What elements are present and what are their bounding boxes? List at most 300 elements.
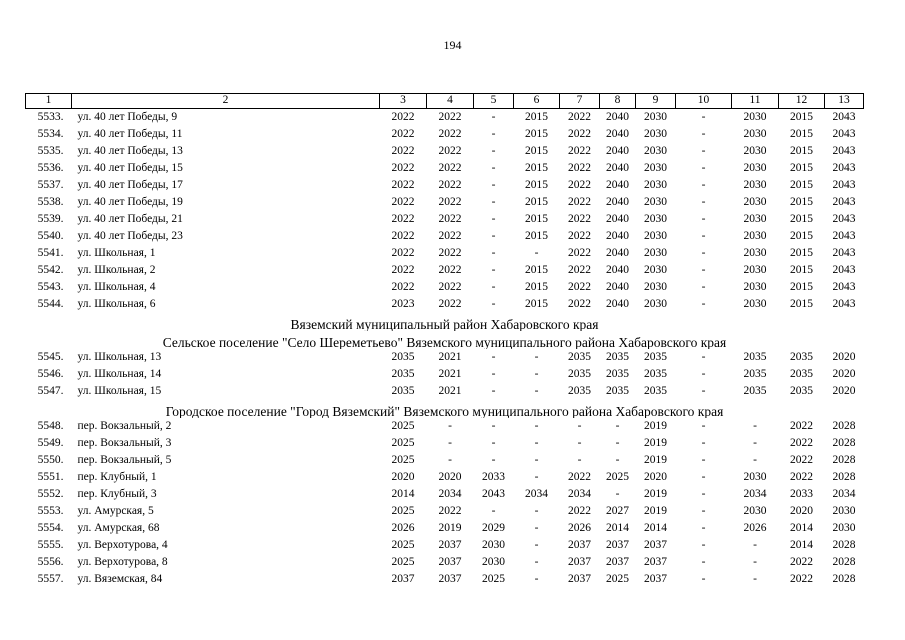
row-number: 5554. <box>37 521 64 534</box>
year-cell: 2015 <box>790 110 813 123</box>
year-cell: 2030 <box>743 127 767 140</box>
year-cell: - <box>701 263 706 276</box>
year-cell: 2037 <box>438 572 462 585</box>
year-cell: 2043 <box>832 144 856 157</box>
header-cell: 6 <box>514 94 560 109</box>
year-cell: 2037 <box>568 538 591 551</box>
year-cell: - <box>753 538 757 551</box>
year-cell: - <box>491 161 496 174</box>
year-cell: 2022 <box>568 161 591 174</box>
year-cell: 2030 <box>644 161 667 174</box>
year-cell: 2037 <box>438 538 462 551</box>
year-cell: 2022 <box>391 127 415 140</box>
table-row <box>26 143 864 160</box>
address-cell: ул. Вяземская, 84 <box>77 572 163 585</box>
year-cell: - <box>448 453 452 466</box>
year-cell: 2035 <box>606 384 629 397</box>
year-cell: - <box>491 195 496 208</box>
year-cell: 2030 <box>644 229 667 242</box>
row-number: 5550. <box>37 453 64 466</box>
year-cell: 2014 <box>606 521 629 534</box>
year-cell: 2022 <box>568 178 591 191</box>
table-row <box>26 452 864 469</box>
table-row <box>26 554 864 571</box>
year-cell: 2034 <box>438 487 462 500</box>
year-cell: 2022 <box>438 246 462 259</box>
year-cell: - <box>534 470 539 483</box>
year-cell: 2030 <box>644 178 667 191</box>
year-cell: 2022 <box>438 195 462 208</box>
table-row <box>26 503 864 520</box>
year-cell: 2037 <box>568 572 591 585</box>
year-cell: 2043 <box>832 178 856 191</box>
header-cell: 12 <box>779 94 825 109</box>
year-cell: 2034 <box>568 487 591 500</box>
year-cell: 2014 <box>790 538 813 551</box>
year-cell: 2035 <box>568 384 591 397</box>
table-row <box>26 262 864 279</box>
row-number: 5547. <box>37 384 64 397</box>
year-cell: - <box>701 161 706 174</box>
year-cell: 2028 <box>832 538 856 551</box>
year-cell: 2022 <box>438 110 462 123</box>
year-cell: 2040 <box>606 110 629 123</box>
year-cell: - <box>701 504 706 517</box>
address-cell: ул. Школьная, 13 <box>77 350 162 363</box>
year-cell: 2022 <box>790 436 813 449</box>
year-cell: 2030 <box>743 195 767 208</box>
year-cell: 2022 <box>568 246 591 259</box>
year-cell: - <box>448 436 452 449</box>
year-cell: 2030 <box>743 161 767 174</box>
year-cell: - <box>491 212 496 225</box>
year-cell: 2030 <box>644 212 667 225</box>
year-cell: 2015 <box>525 178 548 191</box>
row-number: 5537. <box>37 178 64 191</box>
year-cell: 2022 <box>568 280 591 293</box>
year-cell: 2040 <box>606 127 629 140</box>
year-cell: 2015 <box>790 127 813 140</box>
year-cell: 2021 <box>438 350 462 363</box>
year-cell: 2037 <box>644 572 667 585</box>
section-heading: Вяземский муниципальный район Хабаровского края <box>290 316 599 331</box>
year-cell: 2015 <box>525 195 548 208</box>
year-cell: - <box>491 263 496 276</box>
year-cell: 2030 <box>743 229 767 242</box>
year-cell: 2034 <box>525 487 548 500</box>
year-cell: 2030 <box>644 127 667 140</box>
year-cell: - <box>701 195 706 208</box>
table-row <box>26 418 864 435</box>
year-cell: 2028 <box>832 555 856 568</box>
year-cell: 2015 <box>790 246 813 259</box>
year-cell: 2019 <box>644 419 667 432</box>
address-cell: ул. 40 лет Победы, 17 <box>77 178 183 191</box>
year-cell: 2037 <box>568 555 591 568</box>
year-cell: 2035 <box>606 350 629 363</box>
year-cell: 2028 <box>832 419 856 432</box>
year-cell: 2030 <box>743 212 767 225</box>
year-cell: 2022 <box>790 453 813 466</box>
year-cell: 2035 <box>743 367 767 380</box>
table-row <box>26 486 864 503</box>
year-cell: 2033 <box>482 470 505 483</box>
year-cell: 2019 <box>644 436 667 449</box>
year-cell: 2025 <box>391 504 415 517</box>
address-cell: ул. 40 лет Победы, 21 <box>77 212 183 225</box>
year-cell: - <box>534 384 539 397</box>
year-cell: 2014 <box>391 487 415 500</box>
year-cell: 2015 <box>790 263 813 276</box>
year-cell: 2015 <box>790 178 813 191</box>
year-cell: - <box>577 419 582 432</box>
header-cell: 7 <box>560 94 600 109</box>
year-cell: 2025 <box>606 572 629 585</box>
year-cell: - <box>448 419 452 432</box>
year-cell: - <box>491 144 496 157</box>
year-cell: 2025 <box>391 538 415 551</box>
year-cell: 2043 <box>832 212 856 225</box>
year-cell: 2035 <box>790 384 813 397</box>
year-cell: - <box>491 419 496 432</box>
year-cell: - <box>701 555 706 568</box>
year-cell: 2022 <box>438 263 462 276</box>
year-cell: 2022 <box>391 178 415 191</box>
year-cell: 2043 <box>832 297 856 310</box>
year-cell: 2030 <box>644 263 667 276</box>
year-cell: 2022 <box>391 212 415 225</box>
year-cell: 2022 <box>391 195 415 208</box>
year-cell: 2015 <box>525 212 548 225</box>
year-cell: 2030 <box>482 538 505 551</box>
row-number: 5549. <box>37 436 64 449</box>
year-cell: - <box>701 521 706 534</box>
year-cell: 2020 <box>832 384 856 397</box>
row-number: 5542. <box>37 263 64 276</box>
year-cell: - <box>534 350 539 363</box>
year-cell: 2035 <box>606 367 629 380</box>
year-cell: - <box>701 246 706 259</box>
year-cell: - <box>701 144 706 157</box>
address-cell: ул. 40 лет Победы, 19 <box>77 195 183 208</box>
year-cell: 2015 <box>525 110 548 123</box>
year-cell: 2026 <box>568 521 591 534</box>
address-cell: ул. Школьная, 4 <box>77 280 156 293</box>
year-cell: 2035 <box>568 367 591 380</box>
address-cell: пер. Вокзальный, 5 <box>77 453 172 466</box>
year-cell: 2030 <box>482 555 505 568</box>
year-cell: - <box>534 572 539 585</box>
year-cell: 2019 <box>644 504 667 517</box>
header-row <box>26 94 864 109</box>
header-cell: 13 <box>825 94 864 109</box>
address-cell: ул. Школьная, 6 <box>77 297 156 310</box>
year-cell: 2035 <box>391 350 415 363</box>
year-cell: 2040 <box>606 297 629 310</box>
year-cell: 2040 <box>606 212 629 225</box>
year-cell: 2015 <box>525 127 548 140</box>
year-cell: - <box>534 453 539 466</box>
year-cell: 2015 <box>790 195 813 208</box>
year-cell: 2022 <box>438 212 462 225</box>
year-cell: 2022 <box>568 195 591 208</box>
year-cell: - <box>491 110 496 123</box>
table-row <box>26 349 864 366</box>
address-cell: ул. Амурская, 5 <box>77 504 154 517</box>
year-cell: - <box>753 436 757 449</box>
year-cell: 2014 <box>644 521 667 534</box>
year-cell: 2040 <box>606 195 629 208</box>
year-cell: - <box>701 538 706 551</box>
page-number: 194 <box>443 38 462 52</box>
address-cell: ул. 40 лет Победы, 11 <box>77 127 183 140</box>
table-body <box>26 109 864 589</box>
address-cell: пер. Клубный, 3 <box>77 487 157 500</box>
year-cell: 2040 <box>606 161 629 174</box>
header-cell: 5 <box>474 94 514 109</box>
year-cell: 2035 <box>644 350 667 363</box>
year-cell: 2015 <box>790 161 813 174</box>
year-cell: 2035 <box>568 350 591 363</box>
table-row <box>26 211 864 228</box>
year-cell: - <box>577 453 582 466</box>
year-cell: - <box>491 127 496 140</box>
year-cell: 2043 <box>832 246 856 259</box>
year-cell: 2025 <box>391 453 415 466</box>
year-cell: 2029 <box>482 521 505 534</box>
year-cell: 2030 <box>644 144 667 157</box>
year-cell: 2022 <box>438 504 462 517</box>
year-cell: - <box>534 521 539 534</box>
section-heading: Сельское поселение "Село Шереметьево" Вяземского муниципального района Хабаровского края <box>162 334 727 349</box>
year-cell: 2022 <box>790 572 813 585</box>
year-cell: 2022 <box>568 144 591 157</box>
year-cell: 2035 <box>743 384 767 397</box>
year-cell: - <box>701 470 706 483</box>
row-number: 5541. <box>37 246 64 259</box>
year-cell: 2028 <box>832 436 856 449</box>
year-cell: 2022 <box>391 161 415 174</box>
year-cell: 2022 <box>438 127 462 140</box>
year-cell: - <box>701 453 706 466</box>
year-cell: 2015 <box>790 144 813 157</box>
year-cell: - <box>534 555 539 568</box>
row-number: 5534. <box>37 127 64 140</box>
year-cell: - <box>491 280 496 293</box>
year-cell: - <box>491 453 496 466</box>
year-cell: 2022 <box>790 555 813 568</box>
year-cell: 2043 <box>832 127 856 140</box>
year-cell: - <box>534 436 539 449</box>
row-number: 5546. <box>37 367 64 380</box>
year-cell: 2020 <box>644 470 667 483</box>
row-number: 5557. <box>37 572 64 585</box>
year-cell: - <box>701 110 706 123</box>
year-cell: 2030 <box>743 246 767 259</box>
year-cell: 2035 <box>790 350 813 363</box>
table-row <box>26 160 864 177</box>
year-cell: 2030 <box>743 144 767 157</box>
header-cell: 8 <box>600 94 636 109</box>
year-cell: - <box>701 350 706 363</box>
year-cell: 2015 <box>525 229 548 242</box>
year-cell: - <box>491 297 496 310</box>
year-cell: 2026 <box>391 521 415 534</box>
year-cell: 2043 <box>482 487 505 500</box>
year-cell: - <box>701 436 706 449</box>
year-cell: 2022 <box>568 229 591 242</box>
year-cell: - <box>701 127 706 140</box>
row-number: 5551. <box>37 470 64 483</box>
year-cell: 2020 <box>832 367 856 380</box>
table-row <box>26 279 864 296</box>
year-cell: 2022 <box>790 419 813 432</box>
year-cell: 2043 <box>832 161 856 174</box>
year-cell: 2019 <box>438 521 462 534</box>
year-cell: - <box>615 453 620 466</box>
year-cell: 2043 <box>832 263 856 276</box>
year-cell: - <box>534 419 539 432</box>
year-cell: - <box>701 487 706 500</box>
year-cell: - <box>701 229 706 242</box>
year-cell: 2015 <box>525 297 548 310</box>
year-cell: 2025 <box>391 436 415 449</box>
header-cell: 9 <box>636 94 676 109</box>
year-cell: 2035 <box>391 384 415 397</box>
table-row <box>26 228 864 245</box>
address-cell: ул. Верхотурова, 8 <box>77 555 168 568</box>
year-cell: 2037 <box>606 555 629 568</box>
year-cell: 2030 <box>743 470 767 483</box>
year-cell: 2022 <box>568 212 591 225</box>
year-cell: 2025 <box>391 419 415 432</box>
year-cell: 2035 <box>743 350 767 363</box>
address-cell: пер. Клубный, 1 <box>77 470 157 483</box>
row-number: 5555. <box>37 538 64 551</box>
year-cell: 2025 <box>391 555 415 568</box>
year-cell: 2034 <box>832 487 856 500</box>
year-cell: 2028 <box>832 453 856 466</box>
year-cell: 2021 <box>438 384 462 397</box>
year-cell: 2030 <box>743 504 767 517</box>
table-row <box>26 177 864 194</box>
table-row <box>26 296 864 313</box>
year-cell: 2035 <box>391 367 415 380</box>
year-cell: - <box>491 367 496 380</box>
year-cell: 2030 <box>743 110 767 123</box>
year-cell: - <box>577 436 582 449</box>
year-cell: - <box>701 419 706 432</box>
year-cell: - <box>534 504 539 517</box>
table-row <box>26 126 864 143</box>
year-cell: 2021 <box>438 367 462 380</box>
row-number: 5552. <box>37 487 64 500</box>
row-number: 5543. <box>37 280 64 293</box>
year-cell: 2015 <box>525 280 548 293</box>
year-cell: - <box>701 178 706 191</box>
year-cell: 2022 <box>568 127 591 140</box>
year-cell: 2015 <box>525 144 548 157</box>
year-cell: 2043 <box>832 229 856 242</box>
address-cell: ул. Школьная, 15 <box>77 384 162 397</box>
year-cell: 2030 <box>832 504 856 517</box>
year-cell: - <box>701 572 706 585</box>
year-cell: - <box>491 504 496 517</box>
year-cell: 2022 <box>568 263 591 276</box>
row-number: 5544. <box>37 297 64 310</box>
year-cell: 2030 <box>644 195 667 208</box>
year-cell: 2025 <box>606 470 629 483</box>
year-cell: - <box>491 350 496 363</box>
year-cell: 2022 <box>391 110 415 123</box>
row-number: 5548. <box>37 419 64 432</box>
section-heading-row <box>26 331 864 349</box>
table-row <box>26 571 864 588</box>
year-cell: 2030 <box>644 297 667 310</box>
year-cell: 2030 <box>832 521 856 534</box>
year-cell: - <box>753 453 757 466</box>
table-row <box>26 109 864 127</box>
year-cell: - <box>491 384 496 397</box>
year-cell: - <box>701 212 706 225</box>
year-cell: 2022 <box>438 280 462 293</box>
year-cell: 2037 <box>606 538 629 551</box>
year-cell: 2022 <box>568 297 591 310</box>
header-cell: 11 <box>732 94 779 109</box>
header-cell: 4 <box>427 94 474 109</box>
address-cell: ул. Верхотурова, 4 <box>77 538 168 551</box>
table-row <box>26 435 864 452</box>
year-cell: 2019 <box>644 487 667 500</box>
address-cell: пер. Вокзальный, 2 <box>77 419 172 432</box>
year-cell: 2015 <box>790 229 813 242</box>
year-cell: 2022 <box>790 470 813 483</box>
year-cell: 2015 <box>525 161 548 174</box>
year-cell: 2026 <box>743 521 767 534</box>
year-cell: 2040 <box>606 144 629 157</box>
header-cell: 3 <box>380 94 427 109</box>
year-cell: 2023 <box>391 297 415 310</box>
year-cell: 2033 <box>790 487 813 500</box>
year-cell: - <box>491 229 496 242</box>
year-cell: 2040 <box>606 246 629 259</box>
year-cell: 2022 <box>568 504 591 517</box>
table-header <box>26 94 864 109</box>
year-cell: - <box>615 419 620 432</box>
address-cell: ул. Школьная, 14 <box>77 367 162 380</box>
address-cell: ул. Школьная, 1 <box>77 246 156 259</box>
year-cell: 2030 <box>743 280 767 293</box>
year-cell: 2040 <box>606 263 629 276</box>
address-cell: пер. Вокзальный, 3 <box>77 436 172 449</box>
year-cell: - <box>491 178 496 191</box>
year-cell: - <box>491 436 496 449</box>
year-cell: - <box>615 487 620 500</box>
year-cell: 2015 <box>525 263 548 276</box>
year-cell: 2022 <box>391 280 415 293</box>
year-cell: - <box>753 419 757 432</box>
year-cell: 2019 <box>644 453 667 466</box>
year-cell: 2043 <box>832 195 856 208</box>
year-cell: - <box>753 555 757 568</box>
year-cell: 2022 <box>438 229 462 242</box>
year-cell: 2030 <box>743 263 767 276</box>
row-number: 5553. <box>37 504 64 517</box>
row-number: 5539. <box>37 212 64 225</box>
year-cell: 2037 <box>644 555 667 568</box>
year-cell: - <box>753 572 757 585</box>
year-cell: 2015 <box>790 280 813 293</box>
